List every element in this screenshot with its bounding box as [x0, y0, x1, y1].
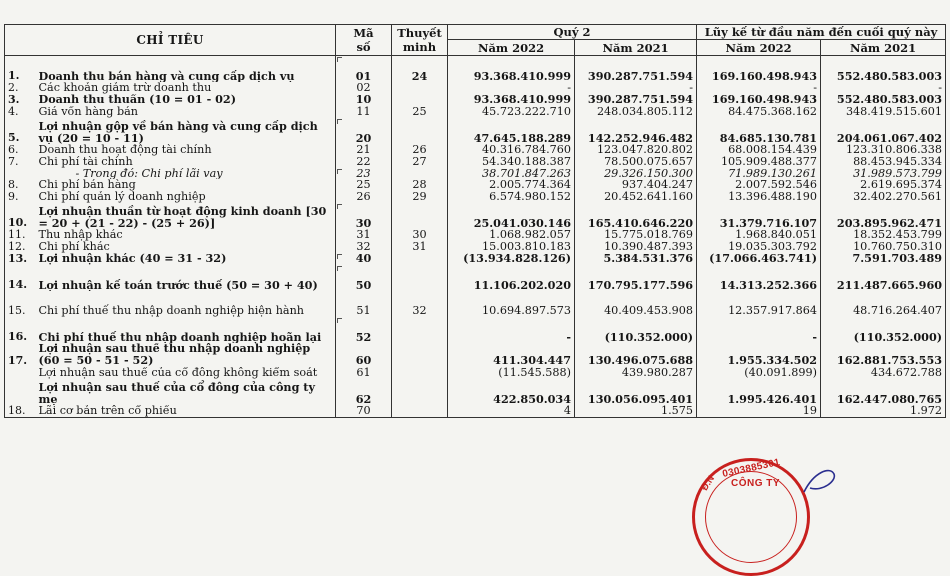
row-label: Lợi nhuận kế toán trước thuế (50 = 30 + 40)	[38, 277, 318, 291]
header-q2-2021: Năm 2021	[575, 40, 697, 56]
row-ma-so: 23	[336, 168, 392, 180]
row-luyke-2022: 14.313.252.366	[697, 265, 821, 291]
row-ma-so: 32	[336, 241, 392, 253]
row-quy2-2022: 38.701.847.263	[448, 168, 575, 180]
table-row	[5, 405, 946, 417]
row-luyke-2021: 552.480.583.003	[821, 94, 946, 106]
row-label: Thu nhập khác	[38, 229, 123, 242]
row-ma-so: 20	[336, 118, 392, 144]
row-number	[5, 379, 36, 405]
row-quy2-2021: 130.056.095.401	[575, 379, 697, 405]
row-luyke-2022: 31.379.716.107	[697, 203, 821, 229]
table-row	[5, 265, 946, 291]
table-row	[5, 229, 946, 241]
row-number: 8.	[5, 179, 36, 191]
row-label: Chi phí bán hàng	[38, 179, 136, 192]
row-quy2-2022: 45.723.222.710	[448, 106, 575, 118]
row-luyke-2021: 211.487.665.960	[821, 265, 946, 291]
cropped-heading	[0, 0, 950, 9]
row-luyke-2021: 32.402.270.561	[821, 191, 946, 203]
row-luyke-2022: 71.989.130.261	[697, 168, 821, 180]
row-label: Lợi nhuận sau thuế của cổ đông không kiểm soát	[38, 366, 318, 379]
row-luyke-2022: 1.968.840.051	[697, 229, 821, 241]
row-number: 3.	[5, 94, 36, 106]
row-thuyet-minh	[392, 118, 448, 144]
row-luyke-2021: 1.972	[821, 405, 946, 417]
table-row	[5, 94, 946, 106]
row-ma-so: 52	[336, 317, 392, 343]
row-thuyet-minh	[392, 82, 448, 94]
row-quy2-2021: (110.352.000)	[575, 317, 697, 343]
row-quy2-2022: 6.574.980.152	[448, 191, 575, 203]
seal-prefix: Đ.N	[699, 473, 717, 493]
row-luyke-2022: 169.160.498.943	[697, 56, 821, 83]
row-luyke-2022: 19	[697, 405, 821, 417]
row-thuyet-minh	[392, 405, 448, 417]
row-thuyet-minh: 24	[392, 56, 448, 83]
row-label: Chi phí thuế thu nhập doanh nghiệp hiện hành	[38, 303, 304, 317]
row-luyke-2021: 434.672.788	[821, 367, 946, 379]
row-thuyet-minh	[392, 367, 448, 379]
row-luyke-2022: 13.396.488.190	[697, 191, 821, 203]
table-row	[5, 106, 946, 118]
row-luyke-2021: 88.453.945.334	[821, 156, 946, 168]
row-label: Chi phí khác	[38, 241, 110, 254]
row-luyke-2022: 1.995.426.401	[697, 379, 821, 405]
row-label: - Trong đó: Chi phí lãi vay	[75, 167, 223, 180]
row-quy2-2021: 130.496.075.688	[575, 343, 697, 367]
row-quy2-2021: 5.384.531.376	[575, 253, 697, 265]
row-luyke-2022: 12.357.917.864	[697, 291, 821, 317]
table-row	[5, 168, 946, 180]
row-luyke-2021: 2.619.695.374	[821, 179, 946, 191]
row-luyke-2021: 552.480.583.003	[821, 56, 946, 83]
row-luyke-2021: 203.895.962.471	[821, 203, 946, 229]
row-quy2-2022: 422.850.034	[448, 379, 575, 405]
row-luyke-2022: 84.685.130.781	[697, 118, 821, 144]
row-label: Lợi nhuận sau thuế thu nhập doanh nghiệp (60 = 50 - 51 - 52)	[38, 342, 311, 367]
row-luyke-2021: 162.447.080.765	[821, 379, 946, 405]
row-quy2-2022: 11.106.202.020	[448, 265, 575, 291]
row-quy2-2022: 54.340.188.387	[448, 156, 575, 168]
row-thuyet-minh: 26	[392, 144, 448, 156]
row-quy2-2022: 93.368.410.999	[448, 56, 575, 83]
row-quy2-2022: 47.645.188.289	[448, 118, 575, 144]
row-quy2-2021: 170.795.177.596	[575, 265, 697, 291]
row-label: Lợi nhuận thuần từ hoạt động kinh doanh [30 = 20 + (21 - 22) - (25 + 26)]	[38, 204, 327, 230]
row-quy2-2022: -	[448, 82, 575, 94]
header-lk-2021: Năm 2021	[821, 40, 946, 56]
row-number: 16.	[5, 317, 36, 343]
table-row	[5, 379, 946, 405]
row-label: Lợi nhuận sau thuế của cổ đông của công ty mẹ	[38, 379, 315, 405]
row-label: Chi phí quản lý doanh nghiệp	[38, 191, 206, 204]
row-quy2-2021: 439.980.287	[575, 367, 697, 379]
row-thuyet-minh: 31	[392, 241, 448, 253]
row-luyke-2021: 18.352.453.799	[821, 229, 946, 241]
row-label: Các khoản giảm trừ doanh thu	[38, 82, 212, 94]
seal-company-text: CÔNG TY	[731, 478, 781, 489]
row-luyke-2022: 2.007.592.546	[697, 179, 821, 191]
row-thuyet-minh	[392, 168, 448, 180]
row-quy2-2022: (13.934.828.126)	[448, 253, 575, 265]
table-row	[5, 156, 946, 168]
row-luyke-2022: 19.035.303.792	[697, 241, 821, 253]
row-luyke-2022: 68.008.154.439	[697, 144, 821, 156]
row-thuyet-minh	[392, 203, 448, 229]
table-row	[5, 179, 946, 191]
row-luyke-2021: 162.881.753.553	[821, 343, 946, 367]
table-row	[5, 253, 946, 265]
row-ma-so: 70	[336, 405, 392, 417]
header-luy-ke: Lũy kế từ đầu năm đến cuối quý này	[697, 25, 946, 40]
row-number: 2.	[5, 82, 36, 94]
row-ma-so: 11	[336, 106, 392, 118]
row-thuyet-minh	[392, 379, 448, 405]
row-number	[5, 168, 36, 180]
row-luyke-2022: 105.909.488.377	[697, 156, 821, 168]
row-quy2-2021: 390.287.751.594	[575, 94, 697, 106]
row-luyke-2022: 84.475.368.162	[697, 106, 821, 118]
row-quy2-2022: 2.005.774.364	[448, 179, 575, 191]
row-quy2-2022: 411.304.447	[448, 343, 575, 367]
row-ma-so: 61	[336, 367, 392, 379]
row-number: 17.	[5, 343, 36, 367]
row-number	[5, 367, 36, 379]
row-ma-so: 25	[336, 179, 392, 191]
row-number: 11.	[5, 229, 36, 241]
row-luyke-2021: (110.352.000)	[821, 317, 946, 343]
row-quy2-2021: 40.409.453.908	[575, 291, 697, 317]
header-lk-2022: Năm 2022	[697, 40, 821, 56]
row-quy2-2021: 937.404.247	[575, 179, 697, 191]
seal-code: 0303885301	[721, 457, 782, 480]
row-quy2-2021: -	[575, 82, 697, 94]
row-luyke-2022: (40.091.899)	[697, 367, 821, 379]
row-quy2-2021: 390.287.751.594	[575, 56, 697, 83]
row-quy2-2022: 25.041.030.146	[448, 203, 575, 229]
table-row	[5, 367, 946, 379]
row-number: 7.	[5, 156, 36, 168]
row-quy2-2021: 78.500.075.657	[575, 156, 697, 168]
row-luyke-2021: 204.061.067.402	[821, 118, 946, 144]
row-number: 18.	[5, 405, 36, 417]
income-statement-table	[4, 24, 946, 418]
header-quy-2: Quý 2	[448, 25, 697, 40]
row-luyke-2022: 169.160.498.943	[697, 94, 821, 106]
row-ma-so: 01	[336, 56, 392, 83]
row-quy2-2021: 142.252.946.482	[575, 118, 697, 144]
row-label: Chi phí tài chính	[38, 155, 133, 168]
row-luyke-2022: 1.955.334.502	[697, 343, 821, 367]
header-chi-tieu: CHỈ TIÊU	[5, 25, 336, 56]
row-luyke-2021: -	[821, 82, 946, 94]
table-row	[5, 82, 946, 94]
row-thuyet-minh: 29	[392, 191, 448, 203]
row-quy2-2022: 15.003.810.183	[448, 241, 575, 253]
row-quy2-2021: 10.390.487.393	[575, 241, 697, 253]
row-thuyet-minh: 27	[392, 156, 448, 168]
row-number: 15.	[5, 291, 36, 317]
row-luyke-2021: 31.989.573.799	[821, 168, 946, 180]
row-number: 10.	[5, 203, 36, 229]
row-number: 5.	[5, 118, 36, 144]
row-number: 4.	[5, 106, 36, 118]
table-row	[5, 241, 946, 253]
row-thuyet-minh	[392, 343, 448, 367]
row-quy2-2021: 1.575	[575, 405, 697, 417]
row-quy2-2022: 93.368.410.999	[448, 94, 575, 106]
row-number: 1.	[5, 56, 36, 83]
table-row	[5, 317, 946, 343]
row-luyke-2022: (17.066.463.741)	[697, 253, 821, 265]
row-thuyet-minh	[392, 94, 448, 106]
row-ma-so: 30	[336, 203, 392, 229]
table-row	[5, 144, 946, 156]
row-quy2-2021: 29.326.150.300	[575, 168, 697, 180]
row-number: 9.	[5, 191, 36, 203]
row-label: Doanh thu bán hàng và cung cấp dịch vụ	[38, 69, 295, 82]
row-luyke-2022: -	[697, 317, 821, 343]
row-ma-so: 51	[336, 291, 392, 317]
row-luyke-2021: 10.760.750.310	[821, 241, 946, 253]
row-quy2-2021: 20.452.641.160	[575, 191, 697, 203]
header-ma-so: Mã số	[336, 25, 392, 56]
table-row	[5, 291, 946, 317]
row-luyke-2021: 348.419.515.601	[821, 106, 946, 118]
row-thuyet-minh: 30	[392, 229, 448, 241]
row-ma-so: 31	[336, 229, 392, 241]
row-ma-so: 50	[336, 265, 392, 291]
row-thuyet-minh	[392, 265, 448, 291]
header-thuyet-minh: Thuyết minh	[392, 25, 448, 56]
row-ma-so: 21	[336, 144, 392, 156]
row-quy2-2021: 165.410.646.220	[575, 203, 697, 229]
row-label: Lợi nhuận gộp về bán hàng và cung cấp dịch vụ (20 = 10 - 11)	[38, 118, 318, 144]
row-number: 14.	[5, 265, 36, 291]
table-row	[5, 191, 946, 203]
row-ma-so: 26	[336, 191, 392, 203]
row-ma-so: 02	[336, 82, 392, 94]
row-luyke-2021: 7.591.703.489	[821, 253, 946, 265]
row-label: Lợi nhuận khác (40 = 31 - 32)	[38, 253, 227, 265]
row-label: Doanh thu thuần (10 = 01 - 02)	[38, 93, 237, 106]
row-quy2-2022: 40.316.784.760	[448, 144, 575, 156]
row-luyke-2021: 48.716.264.407	[821, 291, 946, 317]
row-ma-so: 10	[336, 94, 392, 106]
row-number: 6.	[5, 144, 36, 156]
row-label: Lãi cơ bản trên cổ phiếu	[36, 405, 336, 417]
row-ma-so: 40	[336, 253, 392, 265]
header-q2-2022: Năm 2022	[448, 40, 575, 56]
row-quy2-2022: (11.545.588)	[448, 367, 575, 379]
row-thuyet-minh: 32	[392, 291, 448, 317]
row-quy2-2022: 10.694.897.573	[448, 291, 575, 317]
row-thuyet-minh: 28	[392, 179, 448, 191]
row-thuyet-minh: 25	[392, 106, 448, 118]
row-quy2-2021: 15.775.018.769	[575, 229, 697, 241]
row-ma-so: 22	[336, 156, 392, 168]
row-number: 12.	[5, 241, 36, 253]
row-number: 13.	[5, 253, 36, 265]
row-quy2-2021: 248.034.805.112	[575, 106, 697, 118]
signature-mark	[800, 462, 840, 496]
row-luyke-2022: -	[697, 82, 821, 94]
row-thuyet-minh	[392, 317, 448, 343]
row-quy2-2021: 123.047.820.802	[575, 144, 697, 156]
row-quy2-2022: 1.068.982.057	[448, 229, 575, 241]
row-label: Chi phí thuế thu nhập doanh nghiệp hoãn lại	[38, 329, 322, 343]
row-label: Giá vốn hàng bán	[38, 105, 139, 118]
row-label: Doanh thu hoạt động tài chính	[38, 143, 212, 156]
row-ma-so: 62	[336, 379, 392, 405]
row-thuyet-minh	[392, 253, 448, 265]
row-luyke-2021: 123.310.806.338	[821, 144, 946, 156]
row-ma-so: 60	[336, 343, 392, 367]
table-row	[5, 118, 946, 144]
table-row	[5, 56, 946, 83]
table-row	[5, 343, 946, 367]
row-quy2-2022: 4	[448, 405, 575, 417]
row-quy2-2022: -	[448, 317, 575, 343]
table-row	[5, 203, 946, 229]
